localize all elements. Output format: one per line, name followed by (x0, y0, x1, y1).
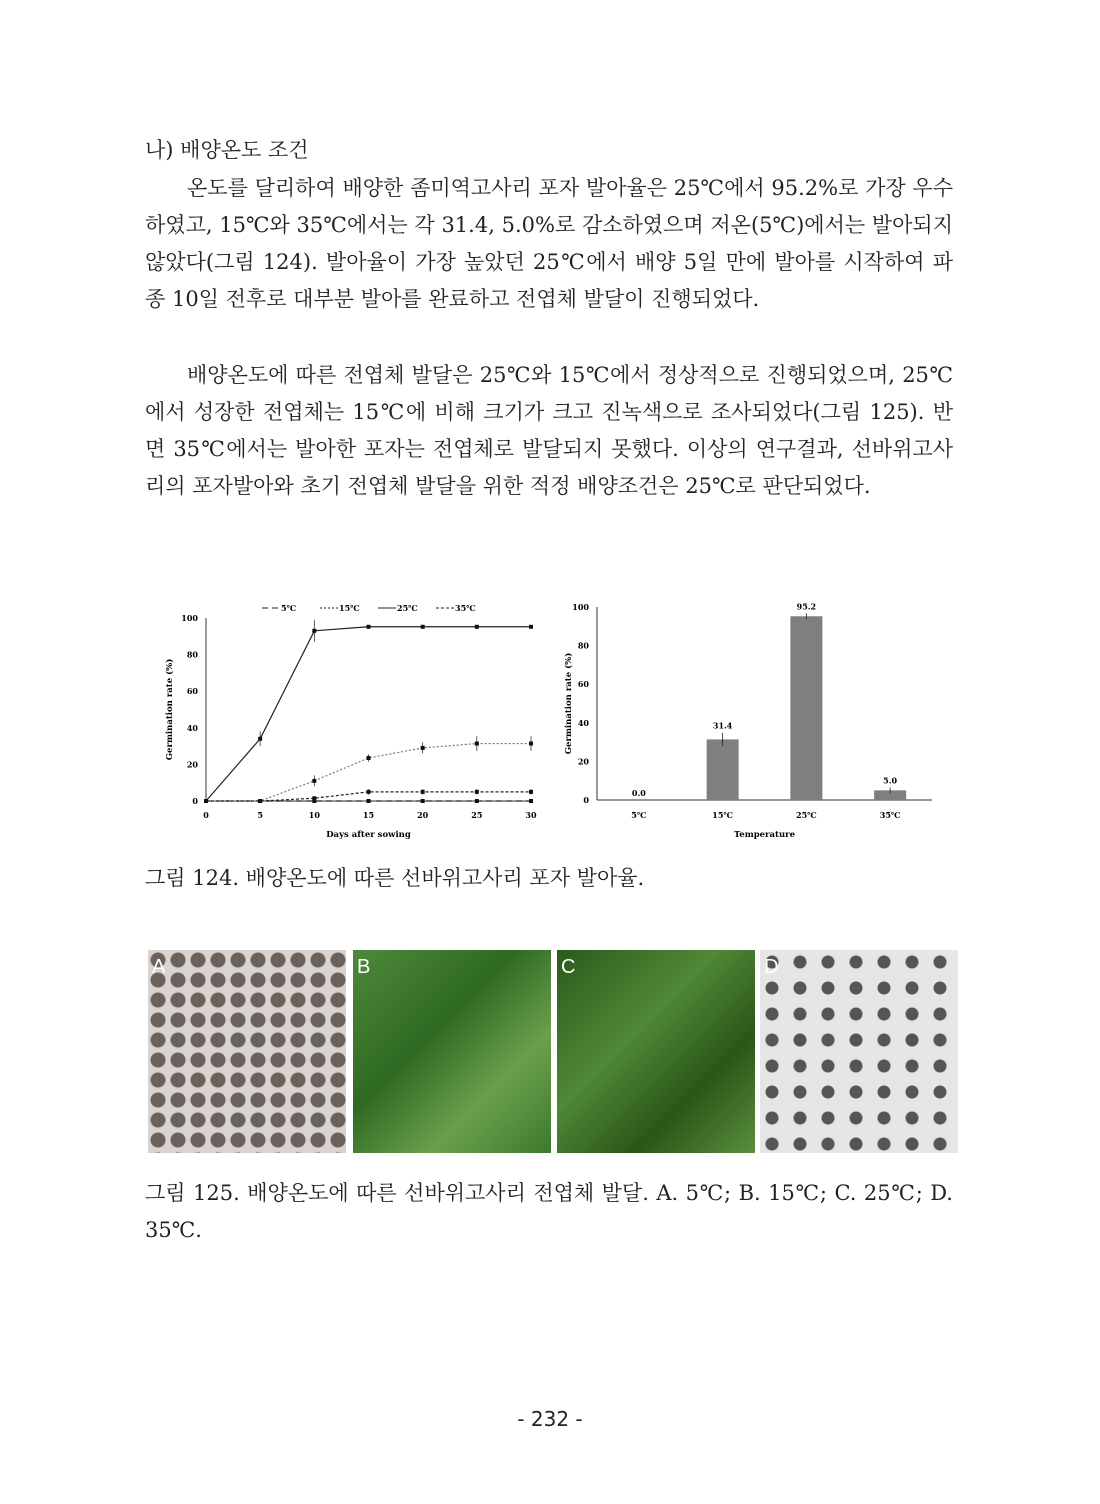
x-tick-label: 10 (308, 810, 320, 820)
x-tick-label: 5℃ (631, 810, 647, 820)
data-point (367, 756, 371, 760)
data-point (529, 625, 533, 629)
y-axis-label: Germination rate (%) (165, 658, 175, 761)
x-tick-label: 0 (203, 810, 209, 820)
data-label: 31.4 (712, 720, 733, 731)
line-chart (150, 595, 550, 845)
data-point (421, 790, 425, 794)
photo-5c (148, 950, 346, 1153)
x-tick-label: 15℃ (712, 810, 733, 820)
legend-label: 15℃ (339, 603, 360, 613)
photo-label: A (152, 956, 166, 978)
legend-label: 5℃ (281, 603, 297, 613)
data-point (529, 790, 533, 794)
x-tick-label: 5 (257, 810, 263, 820)
data-point (475, 625, 479, 629)
data-point (529, 799, 533, 803)
photo-35c (760, 950, 958, 1153)
y-axis-label: Germination rate (%) (564, 652, 574, 755)
y-tick-label: 40 (186, 722, 198, 733)
data-point (421, 746, 425, 750)
photo-label: C (561, 956, 576, 978)
y-tick-label: 100 (181, 613, 198, 623)
x-tick-label: 25 (471, 810, 483, 820)
x-axis-label: Temperature (733, 830, 796, 840)
x-tick-label: 25℃ (796, 810, 817, 820)
paragraph: 온도를 달리하여 배양한 좀미역고사리 포자 발아율은 25℃에서 95.2%로 가장 우수하였고, 15℃와 35℃에서는 각 31.4, 5.0%로 감소하였으며 저온(5℃)에서는 발아되지 않았다(그림 124). 발아율이 가장 높았던 25℃에서 배양 5일 만에 발아를 시작하여 파종 10일 전후로 대부분 발아를 완료하고 전엽체 발달이 진행되었다. (145, 176, 953, 311)
bar (790, 616, 822, 800)
data-point (367, 790, 371, 794)
data-label: 95.2 (796, 601, 817, 612)
data-point (421, 625, 425, 629)
series-line-2 (206, 627, 531, 801)
section-heading: 나) 배양온도 조건 (145, 138, 309, 162)
x-tick-label: 35℃ (879, 810, 901, 820)
y-tick-label: 0 (583, 795, 589, 805)
photo-label: D (764, 956, 779, 978)
data-point (312, 796, 316, 800)
data-label: 0.0 (631, 788, 646, 798)
photo-15c (353, 950, 551, 1153)
data-point (258, 737, 262, 741)
y-tick-label: 80 (577, 640, 589, 651)
y-tick-label: 60 (577, 679, 589, 690)
data-label: 5.0 (883, 775, 898, 786)
x-tick-label: 15 (362, 810, 375, 820)
data-point (367, 625, 371, 629)
page-number: - 232 - (517, 1407, 583, 1431)
data-point (529, 742, 533, 746)
figure-caption: 그림 125. 배양온도에 따른 선바위고사리 전엽체 발달. A. 5℃; B. 15℃; C. 25℃; D. 35℃. (145, 1181, 953, 1242)
x-tick-label: 20 (417, 810, 429, 820)
data-point (258, 799, 262, 803)
y-tick-label: 80 (186, 649, 198, 660)
legend-label: 25℃ (397, 603, 418, 613)
data-point (367, 799, 371, 803)
y-tick-label: 20 (186, 759, 198, 770)
data-point (312, 779, 316, 783)
bar (707, 739, 739, 800)
y-tick-label: 40 (577, 717, 589, 728)
data-point (204, 799, 208, 803)
y-tick-label: 100 (572, 602, 589, 612)
x-axis-label: Days after sowing (326, 830, 411, 840)
data-point (475, 790, 479, 794)
bar-chart (555, 595, 955, 845)
y-tick-label: 60 (186, 686, 198, 697)
photo-25c (557, 950, 755, 1153)
y-tick-label: 20 (577, 756, 589, 767)
data-point (312, 629, 316, 633)
paragraph: 배양온도에 따른 전엽체 발달은 25℃와 15℃에서 정상적으로 진행되었으며, 25℃에서 성장한 전엽체는 15℃에 비해 크기가 크고 진녹색으로 조사되었다(그림 125). 반면 35℃에서는 발아한 포자는 전엽체로 발달되지 못했다. 이상의 연구결과, 선바위고사리의 포자발아와 초기 전엽체 발달을 위한 적정 배양조건은 25℃로 판단되었다. (145, 363, 953, 498)
data-point (475, 799, 479, 803)
x-tick-label: 30 (525, 810, 537, 820)
y-tick-label: 0 (192, 796, 198, 806)
figure-caption: 그림 124. 배양온도에 따른 선바위고사리 포자 발아율. (145, 866, 645, 890)
data-point (475, 742, 479, 746)
legend-label: 35℃ (455, 603, 476, 613)
photo-label: B (357, 956, 371, 978)
data-point (421, 799, 425, 803)
